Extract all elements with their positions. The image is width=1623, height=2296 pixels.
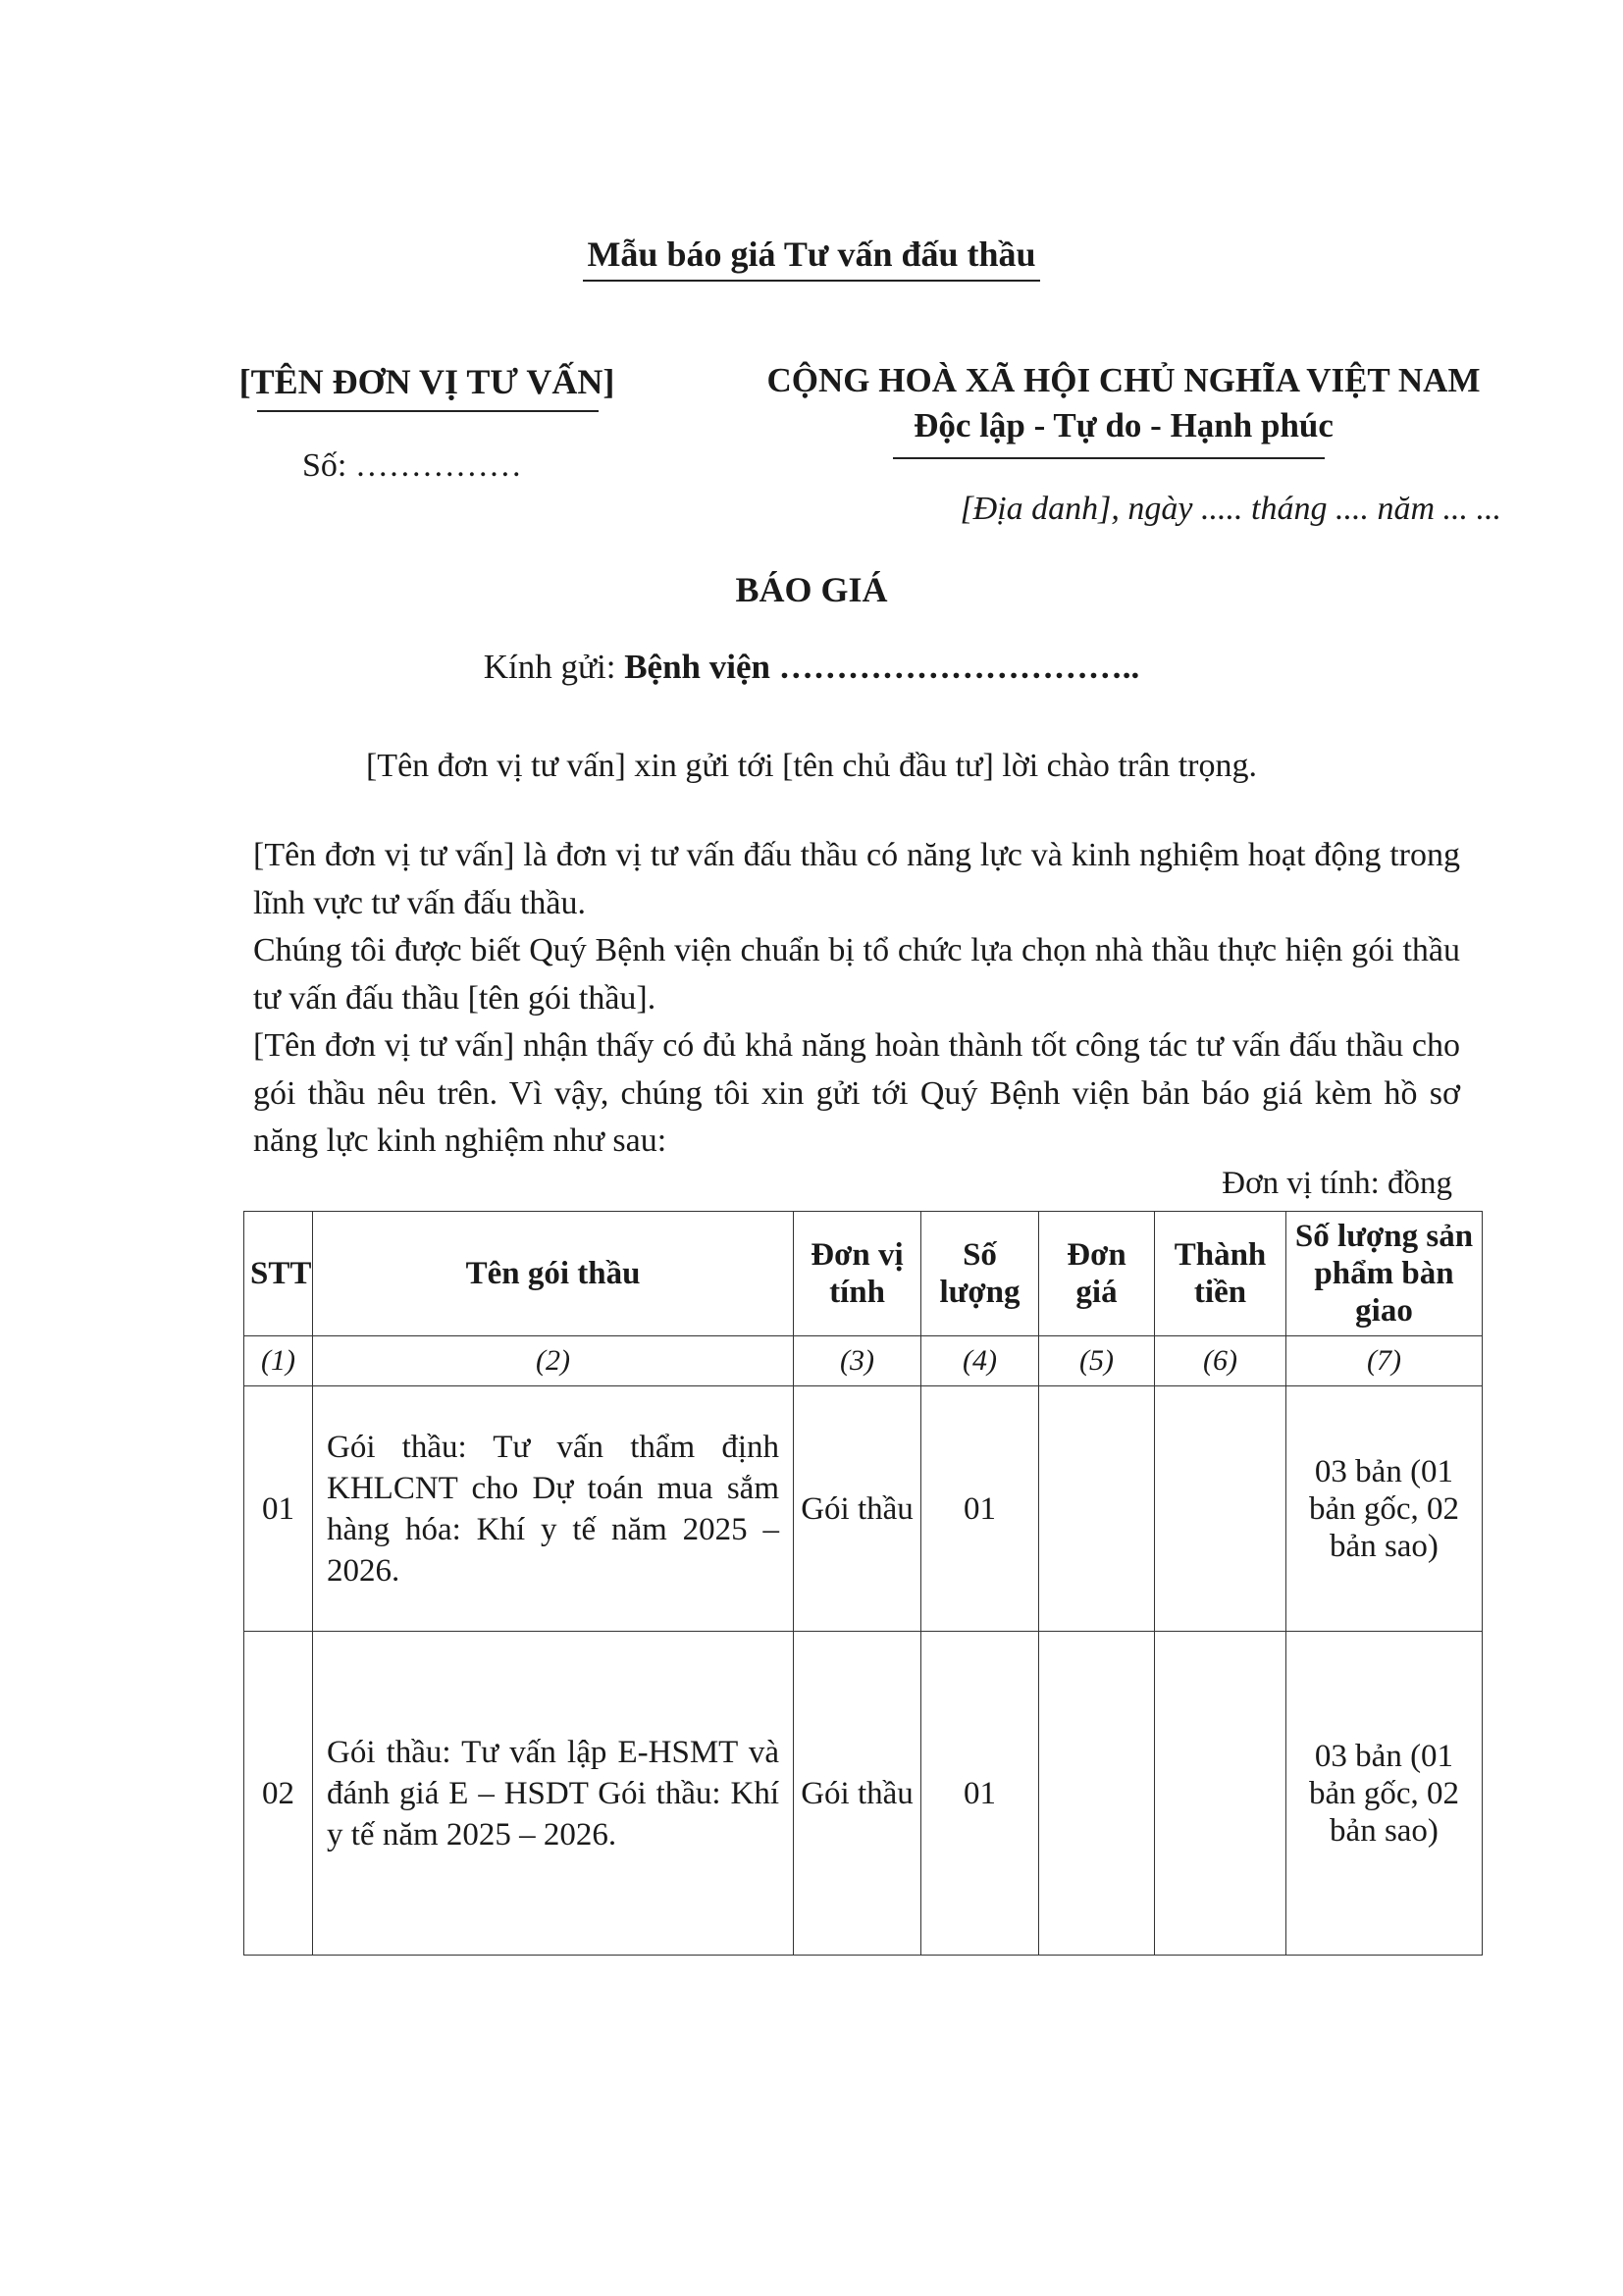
stt-cell: 01 (244, 1386, 313, 1632)
numbering-cell: (6) (1155, 1336, 1286, 1386)
table-row (244, 1632, 1483, 1956)
document-title: BÁO GIÁ (735, 570, 888, 609)
document-number: Số: …………… (302, 447, 522, 484)
header-cell: Đơn giá (1039, 1212, 1155, 1336)
header-cell: Thành tiền (1155, 1212, 1286, 1336)
numbering-cell: (2) (313, 1336, 794, 1386)
numbering-cell: (5) (1039, 1336, 1155, 1386)
numbering-cell: (7) (1286, 1336, 1483, 1386)
quantity-cell: 01 (921, 1386, 1039, 1632)
recipient-name: Bệnh viện ………………………….. (624, 648, 1140, 686)
header-cell: Đơn vị tính (794, 1212, 921, 1336)
recipient-line (0, 648, 1623, 687)
national-title: CỘNG HOÀ XÃ HỘI CHỦ NGHĨA VIỆT NAM (766, 361, 1481, 399)
header-cell: Số lượng (921, 1212, 1039, 1336)
body-text (253, 832, 1460, 1166)
unit-price-cell (1039, 1386, 1155, 1632)
deliverables-cell: 03 bản (01 bản gốc, 02 bản sao) (1286, 1386, 1483, 1632)
greeting: [Tên đơn vị tư vấn] xin gửi tới [tên chủ đầu tư] lời chào trân trọng. (365, 748, 1257, 784)
header-cell: Số lượng sản phẩm bàn giao (1286, 1212, 1483, 1336)
header-cell: Tên gói thầu (313, 1212, 794, 1336)
table-header-row (244, 1212, 1483, 1336)
unit-price-cell (1039, 1632, 1155, 1956)
quantity-cell: 01 (921, 1632, 1039, 1956)
deliverables-cell: 03 bản (01 bản gốc, 02 bản sao) (1286, 1632, 1483, 1956)
paragraph: [Tên đơn vị tư vấn] nhận thấy có đủ khả năng hoàn thành tốt công tác tư vấn đấu thầu cho gói thầu nêu trên. Vì vậy, chúng tôi xin gửi tới Quý Bệnh viện bản báo giá kèm hồ sơ năng lực kinh nghiệm như sau: (253, 1027, 1460, 1159)
header-cell: STT (244, 1212, 313, 1336)
date-line: [Địa danh], ngày ..... tháng .... năm ... ... (960, 491, 1501, 527)
stt-cell: 02 (244, 1632, 313, 1956)
motto-underline (893, 457, 1325, 459)
paragraph: Chúng tôi được biết Quý Bệnh viện chuẩn bị tổ chức lựa chọn nhà thầu thực hiện gói thầu tư vấn đấu thầu [tên gói thầu]. (253, 932, 1460, 1017)
total-cell (1155, 1386, 1286, 1632)
national-motto: Độc lập - Tự do - Hạnh phúc (914, 406, 1334, 444)
numbering-cell: (3) (794, 1336, 921, 1386)
numbering-cell: (1) (244, 1336, 313, 1386)
quote-table (243, 1211, 1483, 1956)
table-row (244, 1386, 1483, 1632)
unit-cell: Gói thầu (794, 1632, 921, 1956)
recipient-prefix: Kính gửi: (483, 648, 625, 686)
paragraph: [Tên đơn vị tư vấn] là đơn vị tư vấn đấu thầu có năng lực và kinh nghiệm hoạt động trong lĩnh vực tư vấn đấu thầu. (253, 837, 1460, 921)
org-underline (257, 410, 599, 412)
package-name-cell: Gói thầu: Tư vấn thẩm định KHLCNT cho Dự toán mua sắm hàng hóa: Khí y tế năm 2025 – 2026. (313, 1386, 794, 1632)
form-title: Mẫu báo giá Tư vấn đấu thầu (0, 234, 1623, 275)
table-numbering-row (244, 1336, 1483, 1386)
unit-note: Đơn vị tính: đồng (1222, 1166, 1452, 1201)
unit-cell: Gói thầu (794, 1386, 921, 1632)
total-cell (1155, 1632, 1286, 1956)
org-name: [TÊN ĐƠN VỊ TƯ VẤN] (238, 362, 615, 401)
numbering-cell: (4) (921, 1336, 1039, 1386)
package-name-cell: Gói thầu: Tư vấn lập E-HSMT và đánh giá E – HSDT Gói thầu: Khí y tế năm 2025 – 2026. (313, 1632, 794, 1956)
